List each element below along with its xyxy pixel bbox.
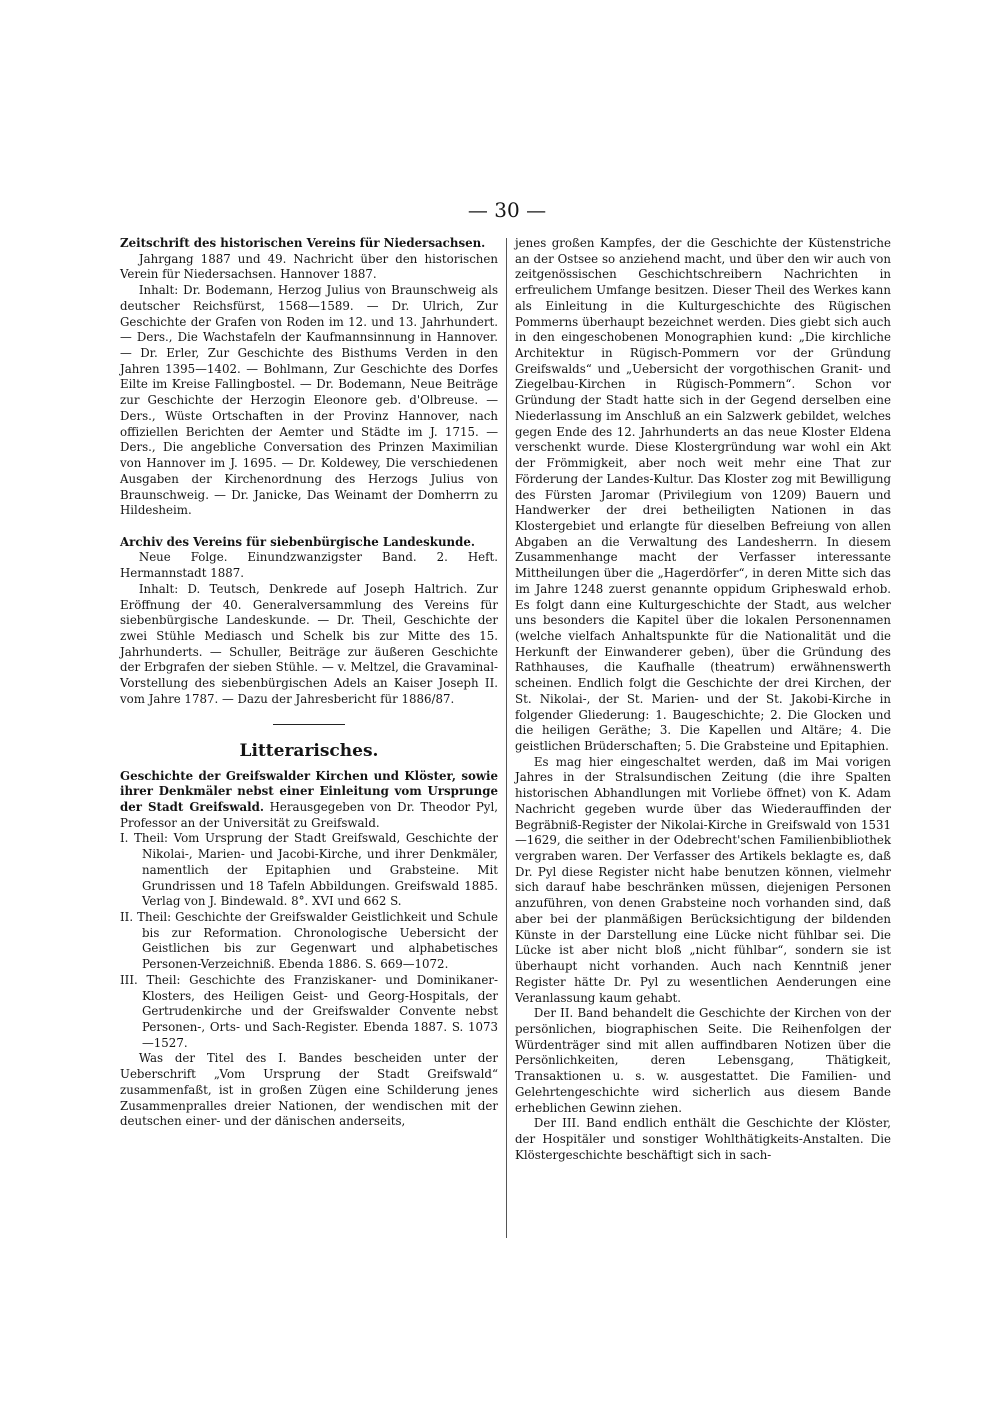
book-title: Geschichte der Greifswalder Kirchen und Klöster, sowie ihrer Denkmäler nebst einer Einleitung vom Ursprunge der Stadt Greifswald. xyxy=(120,768,498,814)
review-paragraph: Es mag hier eingeschaltet werden, daß im Mai vorigen Jahres in der Stralsundischen Zeitung (die ihre Spalten historischen Abhandlungen mit Vorliebe öffnet) von K. Adam Nachricht gegeben wurde über das Wiederauffinden der Begräbniß-Register der Nikolai-Kirche in Greifswald von 1531—1629, die seither in der Odebrecht'schen Familienbibliothek vergraben waren. Der Verfasser des Artikels beklagte es, daß Dr. Pyl diese Register nicht habe benutzen können, vielmehr sich darauf habe beschränken müssen, diejenigen Personen anzuführen, von denen Grabsteine noch vorhanden sind, daß aber bei der planmäßigen Berücksichtigung der bildenden Künste in der Darstellung eine Lücke nicht fühlbar sei. Die Lücke ist aber nicht bloß „nicht fühlbar“, sondern sie ist überhaupt nicht vorhanden. Auch nach Kenntniß jener Register hätte Dr. Pyl zu wesentlichen Aenderungen eine Veranlassung kaum gehabt. xyxy=(515,754,891,1005)
journal-contents: Inhalt: Dr. Bodemann, Herzog Julius von Braunschweig als deutscher Reichsfürst, 1568—1589. — Dr. Ulrich, Zur Geschichte der Grafen von Roden im 12. und 13. Jahrhundert. — Ders., Die Wachstafeln der Kaufmannsinnung in Hannover. — Dr. Erler, Zur Geschichte des Bisthums Verden in den Jahren 1395—1402. — Bohlmann, Zur Geschichte des Dorfes Eilte im Kreise Fallingbostel. — Dr. Bodemann, Neue Beiträge zur Geschichte der Herzogin Eleonore geb. d'Olbreuse. — Ders., Wüste Ortschaften in der Provinz Hannover, nach offiziellen Berichten der Aemter und Städte im J. 1715. — Ders., Die angebliche Conversation des Prinzen Maximilian von Hannover im J. 1695. — Dr. Koldewey, Die verschiedenen Ausgaben der Kirchenordnung des Herzogs Julius von Braunschweig. — Dr. Janicke, Das Weinamt der Domherrn zu Hildesheim. xyxy=(120,283,498,518)
review-paragraph: Was der Titel des I. Bandes bescheiden unter der Ueberschrift „Vom Ursprung der Stadt Greifswald“ zusammenfaßt, ist in großen Zügen eine Schilderung jenes Zusammenpralles dreier Nationen, der wendischen mit der deutschen einer- und der dänischen anderseits, xyxy=(120,1051,498,1129)
review-paragraph: Der II. Band behandelt die Geschichte der Kirchen von der persönlichen, biographischen Seite. Die Reihenfolgen der Würdenträger sind mit allen auffindbaren Notizen über die Persönlichkeiten, deren Lebensgang, Thätigkeit, Transaktionen u. s. w. ausgestattet. Die Familien- und Gelehrtengeschichte wird sicherlich aus diesem Bande erheblichen Gewinn ziehen. xyxy=(515,1006,891,1115)
journal-publication: Neue Folge. Einundzwanzigster Band. 2. Heft. Hermannstadt 1887. xyxy=(120,550,498,581)
journal-title: Zeitschrift des historischen Vereins für Niedersachsen. xyxy=(120,236,486,250)
entry-greifswald xyxy=(120,769,498,1131)
page-number: — 30 — xyxy=(467,198,547,222)
journal-title: Archiv des Vereins für siebenbürgische Landeskunde. xyxy=(120,534,475,549)
right-column xyxy=(515,236,891,1163)
entry-niedersachsen xyxy=(120,236,498,519)
volume-3: III. Theil: Geschichte des Franziskaner- und Dominikaner-Klosters, des Heiligen Geist- und Georg-Hospitals, der Gertrudenkirche und der Greifswalder Convente nebst Personen-, Orts- und Sach-Register. Ebenda 1887. S. 1073—1527. xyxy=(120,972,498,1050)
column-divider xyxy=(506,238,507,1238)
entry-siebenbuergen xyxy=(120,535,498,708)
section-title: Litterarisches. xyxy=(239,740,379,761)
review-paragraph: Der III. Band endlich enthält die Geschichte der Klöster, der Hospitäler und sonstiger Wohlthätigkeits-Anstalten. Die Klöstergeschichte beschäftigt sich in sach- xyxy=(515,1116,891,1162)
journal-contents: Inhalt: D. Teutsch, Denkrede auf Joseph Haltrich. Zur Eröffnung der 40. Generalversammlung des Vereins für siebenbürgische Landeskunde. — Dr. Theil, Geschichte der zwei Stühle Mediasch und Schelk bis zur Mitte des 15. Jahrhunderts. — Schuller, Beiträge zur äußeren Geschichte der Erbgrafen der sieben Stühle. — v. Meltzel, die Gravaminal-Vorstellung des siebenbürgischen Adels an Kaiser Joseph II. vom Jahre 1787. — Dazu der Jahresbericht für 1886/87. xyxy=(120,581,498,706)
spacer xyxy=(120,519,498,535)
journal-publication: Jahrgang 1887 und 49. Nachricht über den historischen Verein für Niedersachsen. Hannover 1887. xyxy=(120,251,498,282)
book-editor: Herausgegeben von Dr. Theodor Pyl, Professor an der Universität zu Greifswald. xyxy=(120,799,498,830)
review-paragraph: jenes großen Kampfes, der die Geschichte der Küstenstriche an der Ostsee so anziehend macht, und über den wir auch von zeitgenössischen Geschichtschreibern Nachrichten in erfreulichem Umfange besitzen. Dieser Theil des Werkes kann als Einleitung in die Kulturgeschichte des Rügischen Pommerns überhaupt bezeichnet werden. Dies giebt sich auch in den eingeschobenen Monographien kund: „Die kirchliche Architektur in Rügisch-Pommern vor der Gründung Greifswalds“ und „Uebersicht der vorgothischen Granit- und Ziegelbau-Kirchen in Rügisch-Pommern“. Schon vor Gründung der Stadt hatte sich in der Gegend derselben eine Niederlassung im Anschluß an ein Salzwerk gebildet, welches gegen Ende des 12. Jahrhunderts an das neue Kloster Eldena verschenkt wurde. Diese Klostergründung war wohl ein Akt der Frömmigkeit, aber noch weit mehr eine That zur Förderung der Landes-Kultur. Das Kloster zog mit Bewilligung des Fürsten Jaromar (Privilegium von 1209) Bauern und Handwerker der drei betheiligten Nationen in das Klostergebiet und erlangte für dieselben Befreiung von allen Abgaben an die Verwaltung des Landesherrn. In diesem Zusammenhange macht der Verfasser interessante Mittheilungen über die „Hagerdörfer“, in deren Mitte sich das im Jahre 1248 zuerst genannte oppidum Gripheswald erhob. Es folgt dann eine Kulturgeschichte der Stadt, aus welcher uns besonders die Kapitel über die lokalen Personennamen (welche vielfach Anhaltspunkte für die Nationalität und die Herkunft der Einwanderer geben), über die Gründung des Rathhauses, die Kaufhalle (theatrum) erwähnenswerth scheinen. Endlich folgt die Geschichte der drei Kirchen, der St. Nikolai-, der St. Marien- und der St. Jakobi-Kirche in folgender Gliederung: 1. Baugeschichte; 2. Die Glocken und die heiligen Geräthe; 3. Die Kapellen und Altäre; 4. Die geistlichen Brüderschaften; 5. Die Grabsteine und Epitaphien. xyxy=(515,236,891,753)
volume-2: II. Theil: Geschichte der Greifswalder Geistlichkeit und Schule bis zur Reformation. Chronologische Uebersicht der Geistlichen bis zur Gegenwart und alphabetisches Personen-Verzeichniß. Ebenda 1886. S. 669—1072. xyxy=(120,910,498,972)
book-citation xyxy=(120,769,498,832)
volume-1: I. Theil: Vom Ursprung der Stadt Greifswald, Geschichte der Nikolai-, Marien- und Jacobi-Kirche, und ihrer Denkmäler, namentlich der Epitaphien und Grabsteine. Mit Grundrissen und 18 Tafeln Abbildungen. Greifswald 1885. Verlag von J. Bindewald. 8°. XVI und 662 S. xyxy=(120,831,498,909)
section-rule xyxy=(273,724,345,725)
left-column xyxy=(120,236,498,1130)
